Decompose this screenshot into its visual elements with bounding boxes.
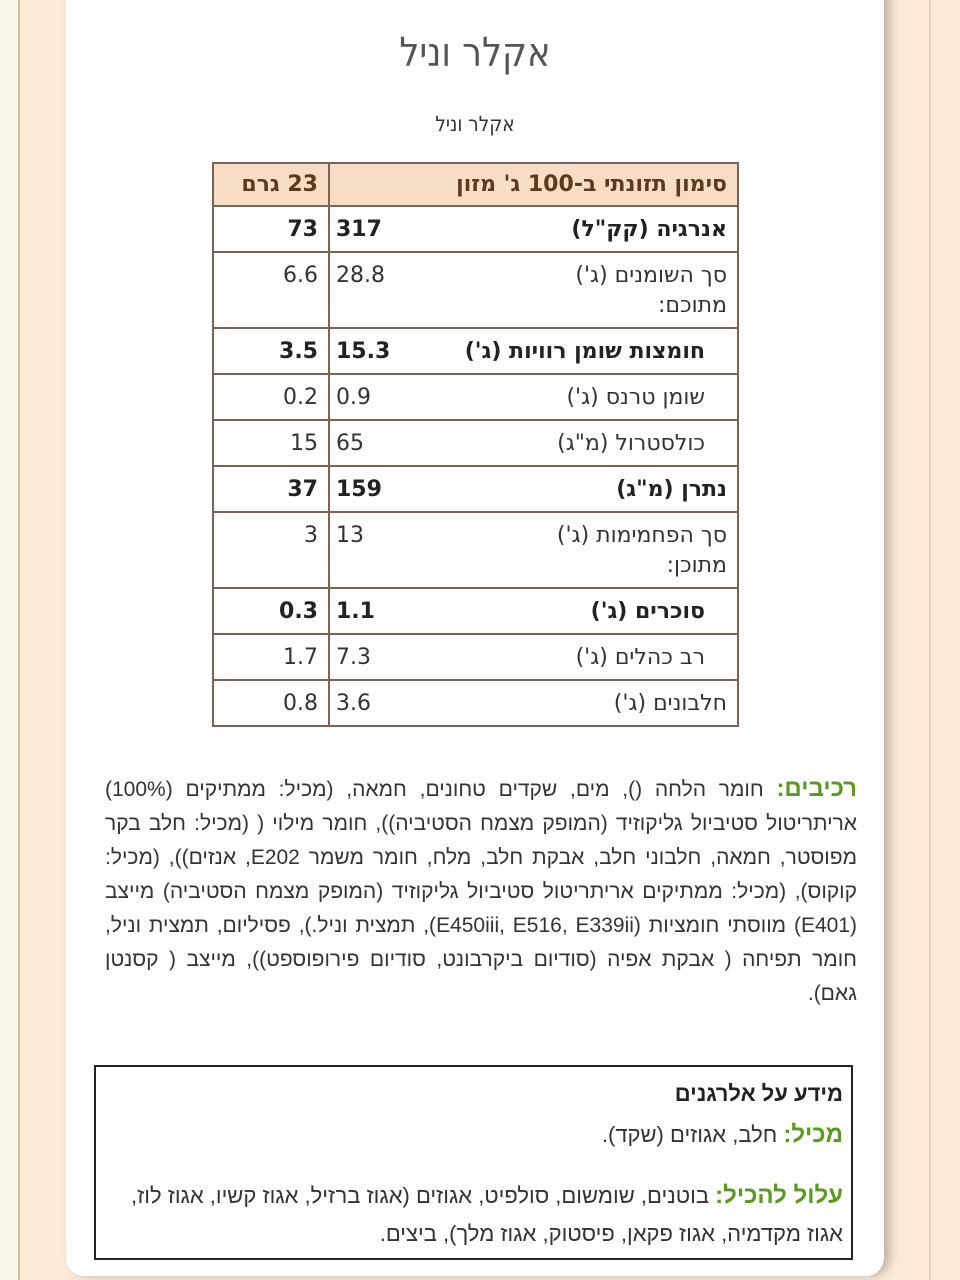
value-per-100g: 65 [329,420,416,466]
nutrient-sublabel: מתוכן: [666,553,727,578]
nutrient-label: שומן טרנס (ג') [416,374,738,420]
value-per-100g: 1.1 [329,588,416,634]
allergen-may-contain [106,1177,843,1253]
page-left-margin [0,0,20,1280]
nutrition-row-polyols [213,634,738,680]
nutrient-label: סוכרים (ג') [416,588,738,634]
nutrition-row-total-carbs [213,512,738,588]
nutrition-row-sugars [213,588,738,634]
nutrition-row-saturated-fat [213,328,738,374]
allergen-title: מידע על אלרגנים [674,1081,843,1106]
ingredients-label: רכיבים: [776,775,857,802]
nutrient-label [416,512,738,588]
ingredients-text: חומר הלחה (), מים, שקדים טחונים, חמאה, (מכיל: ממתיקים (100%) אריתריטול סטיביול גליקוזיד (המופק מצמח הסטיביה)), חומר מילוי ( (מכיל: חלב בקר מפוסטר, חמאה, חלבוני חלב, אבקת חלב, מלח, חומר משמר E202, אנזים)), (מכיל: קוקוס), (מכיל: ממתיקים אריתריטול סטיביול גליקוזיד (המופק מצמח הסטיביה) מייצב (E401) מווסתי חומציות (E450iii, E516, E339ii), תמצית וניל.), פסיליום, תמצית וניל, חומר תפיחה ( אבקת אפיה (סודיום ביקרבונט, סודיום פירופוספט)), מייצב ( קסנטן גאם). [105,778,857,1005]
product-subtitle: אקלר וניל [435,112,515,136]
allergen-info-box [94,1065,853,1260]
contains-text: חלב, אגוזים (שקד). [601,1122,778,1147]
value-per-portion: 1.7 [213,634,329,680]
contains-label: מכיל: [783,1121,843,1148]
value-per-100g: 317 [329,206,416,252]
nutrient-label-text: סך השומנים (ג') [575,263,727,288]
may-contain-label: עלול להכיל: [715,1182,843,1209]
nutrient-label-text: סך הפחמימות (ג') [556,523,727,548]
value-per-100g: 15.3 [329,328,416,374]
nutrient-label: כולסטרול (מ"ג) [416,420,738,466]
nutrition-row-cholesterol [213,420,738,466]
value-per-100g: 0.9 [329,374,416,420]
nutrient-label: חומצות שומן רוויות (ג') [416,328,738,374]
allergen-contains [602,1121,843,1149]
may-contain-text: בוטנים, שומשום, סולפיט, אגוזים (אגוז ברזיל, אגוז קשיו, אגוז לוז, אגוז מקדמיה, אגוז פקאן, פיסטוק, אגוז מלך), ביצים. [131,1183,843,1246]
nutrient-label [416,252,738,328]
nutrient-sublabel: מתוכם: [657,293,727,318]
value-per-portion: 3.5 [213,328,329,374]
nutrient-label: אנרגיה (קק"ל) [416,206,738,252]
value-per-portion: 0.3 [213,588,329,634]
value-per-portion: 3 [213,512,329,588]
nutrition-row-protein [213,680,738,726]
value-per-100g: 13 [329,512,416,588]
ingredients-section [105,772,857,1011]
nutrition-header-row [213,163,738,206]
value-per-portion: 0.8 [213,680,329,726]
nutrition-row-total-fat [213,252,738,328]
value-per-portion: 15 [213,420,329,466]
product-title: אקלר וניל [399,30,551,76]
header-per-100g: סימון תזונתי ב-100 ג' מזון [329,163,738,206]
value-per-portion: 73 [213,206,329,252]
header-portion: 23 גרם [213,163,329,206]
value-per-portion: 37 [213,466,329,512]
nutrition-table [212,162,739,727]
value-per-100g: 3.6 [329,680,416,726]
nutrition-row-trans-fat [213,374,738,420]
nutrition-row-energy [213,206,738,252]
nutrition-row-sodium [213,466,738,512]
nutrient-label: רב כהלים (ג') [416,634,738,680]
value-per-portion: 6.6 [213,252,329,328]
nutrient-label: חלבונים (ג') [416,680,738,726]
value-per-100g: 159 [329,466,416,512]
value-per-100g: 28.8 [329,252,416,328]
value-per-100g: 7.3 [329,634,416,680]
page-right-divider [929,0,931,1280]
nutrient-label: נתרן (מ"ג) [416,466,738,512]
value-per-portion: 0.2 [213,374,329,420]
